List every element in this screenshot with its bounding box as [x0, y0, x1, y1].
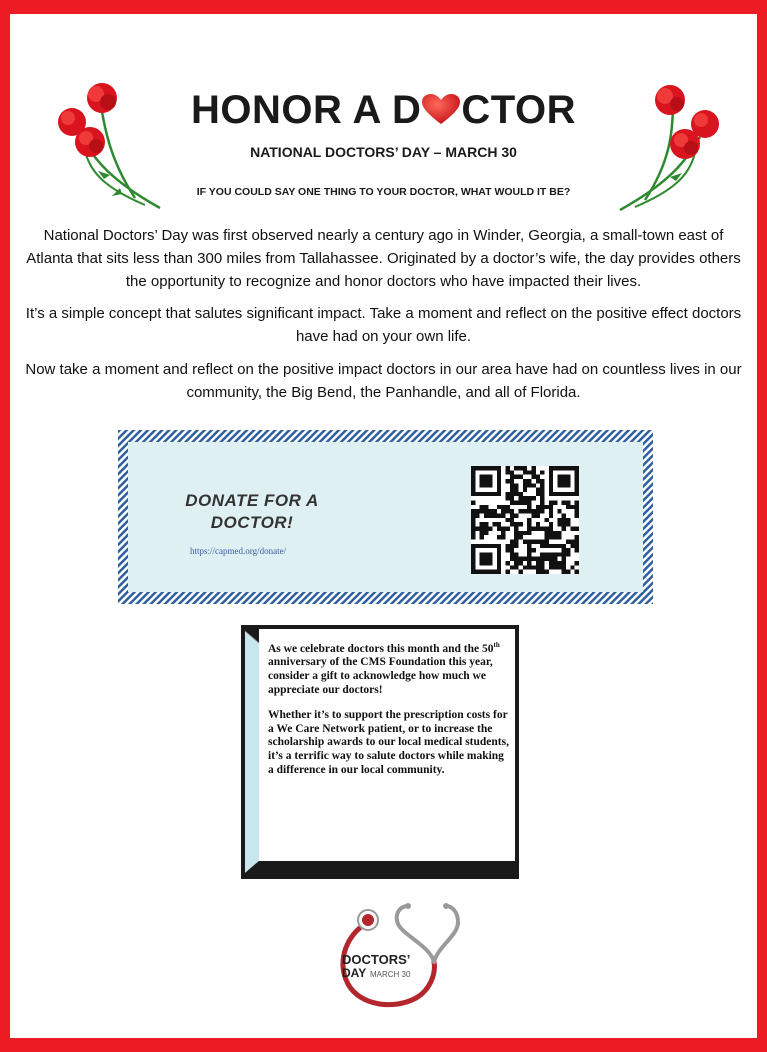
logo-word-1: DOCTORS’ — [342, 952, 411, 967]
question-heading: IF YOU COULD SAY ONE THING TO YOUR DOCTOR, WHAT WOULD IT BE? — [196, 186, 571, 198]
title-part-2: CTOR — [461, 88, 577, 132]
note-paragraph-2: Whether it’s to support the prescription costs for a We Care Network patient, or to increase the scholarship awards to our local medical students, it’s a terrific way to salute doctors while making a difference in our local community. — [268, 709, 509, 776]
logo-date: MARCH 30 — [370, 970, 411, 979]
paragraph-history: National Doctors’ Day was first observed nearly a century ago in Winder, Georgia, a small-town east of Atlanta that sits less than 300 miles from Tallahassee. Originated by a doctor’s wife, the day provides others the opportunity to recognize and honor doctors who have impacted their lives. — [26, 227, 741, 290]
logo-word-2: DAY — [342, 966, 367, 980]
heart-icon — [421, 93, 461, 125]
donate-heading-line-2: DOCTOR! — [210, 513, 294, 532]
note-paragraph-1 — [268, 639, 512, 697]
doctors-day-logo — [334, 902, 460, 1010]
paragraph-concept: It’s a simple concept that salutes significant impact. Take a moment and reflect on the positive effect doctors have had on your own life. — [25, 305, 742, 345]
note-p1-end: anniversary of the CMS Foundation this year, consider a gift to acknowledge how much we appreciate our doctors! — [268, 656, 493, 696]
page-title — [0, 88, 767, 133]
note-p1-start: As we celebrate doctors this month and the 50 — [268, 642, 494, 655]
donate-heading-line-1: DONATE FOR A — [185, 491, 319, 510]
donate-link[interactable]: https://capmed.org/donate/ — [190, 546, 287, 556]
title-part-1: HONOR A D — [190, 88, 422, 132]
donate-heading — [162, 490, 342, 534]
note-text — [268, 639, 512, 789]
paragraph-community: Now take a moment and reflect on the positive impact doctors in our area have had on countless lives in our community, the Big Bend, the Panhandle, and all of Florida. — [25, 361, 742, 401]
subtitle: NATIONAL DOCTORS’ DAY – MARCH 30 — [250, 144, 517, 160]
note-p1-sup: th — [493, 641, 500, 649]
qr-code-icon[interactable] — [471, 466, 579, 574]
